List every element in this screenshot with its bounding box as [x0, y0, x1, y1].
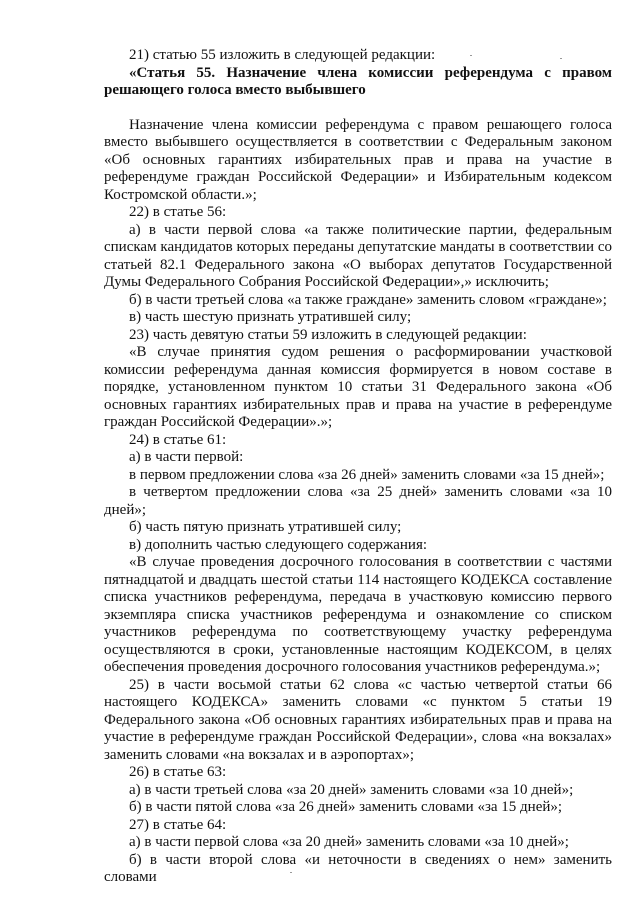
paragraph: а) в части первой слова «за 20 дней» заменить словами «за 10 дней»; — [129, 834, 569, 850]
paragraph: «В случае принятия судом решения о расформировании участковой комиссии референдума данная комиссия формируется в новом составе в порядке, установленном пунктом 10 статьи 31 Федерального закона «Об основных гарантиях избирательных прав и права на участие в референдуме граждан Российской Федерации».»; — [104, 344, 612, 430]
paragraph: а) в части первой слова «а также политические партии, федеральным спискам кандидатов которых переданы депутатские мандаты в соответствии со статьей 82.1 Федерального закона «О выборах депутатов Государственной Думы Федерального Собрания Российской Федерации»,» исключить; — [104, 221, 612, 290]
paragraph: б) часть пятую признать утратившей силу; — [129, 519, 402, 535]
scan-speck — [470, 55, 472, 56]
paragraph: «В случае проведения досрочного голосования в соответствии с частями пятнадцатой и двадцать шестой статьи 114 настоящего КОДЕКСА составление списка участников референдума, передача в участковую комиссию первого экземпляра списка участников референдума и ознакомление со списком участников референдума по соответствующему участку референдума осуществляются в сроки, установленные настоящим КОДЕКСОМ, в целях обеспечения проведения досрочного голосования участников референдума.»; — [104, 554, 612, 675]
paragraph: а) в части первой: — [129, 449, 244, 465]
paragraph: а) в части третьей слова «за 20 дней» заменить словами «за 10 дней»; — [129, 781, 574, 798]
paragraph: 24) в статье 61: — [129, 431, 227, 448]
paragraph: в) дополнить частью следующего содержания: — [129, 536, 428, 553]
paragraph: Назначение члена комиссии референдума с правом решающего голоса вместо выбывшего осуществляется в соответствии с Федеральным законом «Об основных гарантиях избирательных прав и права на участие в референдуме граждан Российской Федерации» и Избирательным кодексом Костромской области.»; — [104, 116, 612, 203]
scan-speck — [560, 58, 562, 59]
spacer — [104, 100, 612, 117]
paragraph: 26) в статье 63: — [129, 764, 227, 780]
paragraph: в четвертом предложении слова «за 25 дней» заменить словами «за 10 дней»; — [104, 484, 612, 518]
paragraph: в первом предложении слова «за 26 дней» заменить словами «за 15 дней»; — [129, 466, 605, 483]
paragraph: б) в части второй слова «и неточности в сведениях о нем» заменить словами — [104, 851, 612, 885]
paragraph: 25) в части восьмой статьи 62 слова «с частью четвертой статьи 66 настоящего КОДЕКСА» заменить словами «с пунктом 5 статьи 19 Федерального закона «Об основных гарантиях избирательных прав и права на участие в референдуме граждан Российской Федерации», слова «на вокзалах» заменить словами «на вокзалах и в аэропортах»; — [104, 676, 612, 763]
paragraph: 27) в статье 64: — [129, 816, 227, 833]
article-heading: «Статья 55. Назначение члена комиссии референдума с правом решающего голоса вместо выбывшего — [104, 64, 612, 98]
document-body — [104, 47, 612, 887]
paragraph: 23) часть девятую статьи 59 изложить в следующей редакции: — [129, 326, 527, 343]
scan-speck — [290, 872, 292, 873]
paragraph: 21) статью 55 изложить в следующей редакции: — [129, 47, 436, 63]
paragraph: б) в части пятой слова «за 26 дней» заменить словами «за 15 дней»; — [129, 799, 563, 815]
paragraph: 22) в статье 56: — [129, 204, 227, 220]
paragraph: в) часть шестую признать утратившей силу; — [129, 309, 412, 325]
paragraph: б) в части третьей слова «а также граждане» заменить словом «граждане»; — [129, 291, 607, 308]
